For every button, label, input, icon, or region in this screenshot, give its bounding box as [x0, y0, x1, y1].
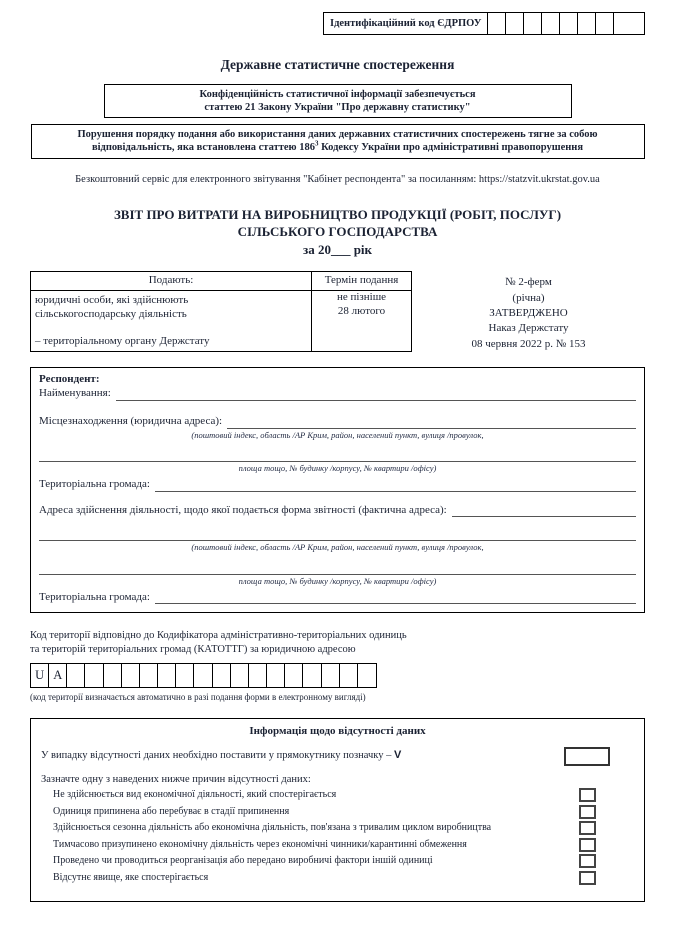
reason-checkbox-6[interactable] [579, 871, 596, 885]
reason-row [41, 871, 634, 885]
katottg-digit-cell[interactable] [194, 664, 212, 687]
katottg-prefix-cell: U [31, 664, 49, 687]
community-field-2[interactable] [155, 592, 636, 604]
reason-checkbox-4[interactable] [579, 838, 596, 852]
reason-label: Відсутнє явище, яке спостерігається [53, 871, 209, 883]
absence-title: Інформація щодо відсутності даних [249, 724, 426, 737]
reason-checkbox-2[interactable] [579, 805, 596, 819]
katottg-digit-cell[interactable] [267, 664, 285, 687]
reason-row [41, 855, 634, 869]
katottg-digit-cell[interactable] [140, 664, 158, 687]
community-row-2 [39, 591, 636, 605]
actual-address-field-line2[interactable] [39, 529, 636, 541]
approved-label: ЗАТВЕРДЖЕНО [489, 307, 568, 320]
legal-address-field[interactable] [227, 417, 636, 429]
actual-address-field-line3[interactable] [39, 563, 636, 575]
article-superscript: 3 [314, 139, 319, 148]
katottg-digit-cell[interactable] [340, 664, 358, 687]
katottg-digit-cell[interactable] [231, 664, 249, 687]
form-number: № 2-ферм [505, 276, 552, 289]
katottg-digit-cell[interactable] [322, 664, 340, 687]
edrpou-digit-cell[interactable] [578, 13, 596, 34]
service-note: Безкоштовний сервіс для електронного звітування "Кабінет респондента" за посиланням: https://statzvit.ukrstat.gov.ua [75, 173, 600, 185]
actual-address-hint-2: площа тощо, № будинку /корпусу, № квартири /офісу) [238, 575, 437, 586]
legal-address-row [39, 415, 636, 429]
legal-address-field-line2[interactable] [39, 450, 636, 462]
legal-address-label: Місцезнаходження (юридична адреса): [39, 414, 223, 427]
confidentiality-line2: статтею 21 Закону України "Про державну статистику" [204, 102, 471, 114]
absence-instruction: У випадку відсутності даних необхідно поставити у прямокутнику позначку – [41, 750, 394, 762]
katottg-digit-cell[interactable] [104, 664, 122, 687]
katottg-code-row [30, 663, 377, 688]
reason-label: Одиниця припинена або перебуває в стадії припинення [53, 805, 290, 817]
actual-address-label: Адреса здійснення діяльності, щодо якої подається форма звітності (фактична адреса): [39, 503, 447, 516]
actual-address-row [39, 504, 636, 518]
respondent-title: Респондент: [39, 373, 100, 386]
observation-heading: Державне статистичне спостереження [220, 57, 455, 73]
edrpou-digit-cell[interactable] [488, 13, 506, 34]
submitters-cell: юридичні особи, які здійснюють сільськогосподарську діяльність – територіальному органу Держстату [31, 291, 312, 352]
report-title-year: за 20___ рік [302, 241, 373, 257]
reason-checkbox-5[interactable] [579, 854, 596, 868]
edrpou-digit-cell[interactable] [542, 13, 560, 34]
name-row [39, 387, 636, 401]
katottg-digit-cell[interactable] [249, 664, 267, 687]
reason-checkbox-3[interactable] [579, 821, 596, 835]
edrpou-digit-cell[interactable] [524, 13, 542, 34]
katottg-digit-cell[interactable] [85, 664, 103, 687]
submitters-header: Подають: [31, 272, 312, 291]
reason-row [41, 838, 634, 852]
community-field[interactable] [155, 480, 636, 492]
reason-row [41, 822, 634, 836]
actual-address-hint-1: (поштовий індекс, область /АР Крим, район, населений пункт, вулиця /провулок, [191, 542, 484, 553]
approval-order-date: 08 червня 2022 р. № 153 [471, 337, 586, 350]
violation-line1: Порушення порядку подання або використання даних державних статистичних спостережень тягне за собою [77, 129, 598, 141]
reason-select-prompt: Зазначте одну з наведених нижче причин відсутності даних: [41, 773, 311, 785]
community-row [39, 478, 636, 492]
absence-mark-checkbox[interactable] [564, 747, 610, 766]
report-title-line2: СІЛЬСЬКОГО ГОСПОДАРСТВА [237, 224, 438, 240]
reason-label: Здійснюється сезонна діяльність або економічна діяльність, пов'язана з тривалим циклом виробництва [53, 822, 492, 834]
violation-line2: відповідальність, яка встановлена статтею $186^3$ Кодексу України про адміністративні правопорушення [91, 139, 584, 154]
absence-instruction-row [41, 747, 634, 766]
confidentiality-box [104, 84, 572, 118]
reason-label: Тимчасово призупинено економічну діяльність через економічні чинники/карантинні обмеження [53, 838, 467, 850]
confidentiality-line1: Конфіденційність статистичної інформації забезпечується [199, 89, 476, 100]
submission-table [30, 271, 412, 352]
absence-info-box [30, 718, 645, 902]
approval-order: Наказ Держстату [488, 322, 569, 335]
name-field[interactable] [116, 389, 636, 401]
katottg-note: (код території визначається автоматично в разі подання форми в електронному вигляді) [30, 691, 366, 702]
reason-row [41, 805, 634, 819]
edrpou-digit-cell[interactable] [506, 13, 524, 34]
katottg-digit-cell[interactable] [176, 664, 194, 687]
v-mark-symbol: V [393, 749, 402, 762]
katottg-digit-cell[interactable] [213, 664, 231, 687]
reason-label: Не здійснюється вид економічної діяльності, який спостерігається [53, 789, 337, 801]
edrpou-digit-cell[interactable] [596, 13, 614, 34]
reason-label: Проведено чи проводиться реорганізація або передано виробничі фактори іншій одиниці [53, 855, 433, 867]
katottg-digit-cell[interactable] [158, 664, 176, 687]
katottg-digit-cell[interactable] [122, 664, 140, 687]
reason-checkbox-1[interactable] [579, 788, 596, 802]
edrpou-digit-cell[interactable] [560, 13, 578, 34]
report-title [30, 206, 645, 259]
reason-row [41, 789, 634, 803]
address-hint-1: (поштовий індекс, область /АР Крим, район, населений пункт, вулиця /провулок, [191, 429, 484, 440]
deadline-header: Термін подання [312, 272, 412, 291]
address-hint-2: площа тощо, № будинку /корпусу, № квартири /офісу) [238, 463, 437, 474]
form-periodicity: (річна) [512, 291, 545, 304]
community-label: Територіальна громада: [39, 477, 150, 490]
community-label-2: Територіальна громада: [39, 590, 150, 603]
report-title-line1: ЗВІТ ПРО ВИТРАТИ НА ВИРОБНИЦТВО ПРОДУКЦІЇ (РОБІТ, ПОСЛУГ) [113, 206, 562, 222]
approval-block [412, 271, 645, 352]
violation-box [31, 124, 645, 158]
deadline-cell: не пізніше 28 лютого [312, 291, 412, 352]
actual-address-field[interactable] [452, 505, 636, 517]
katottg-digit-cell[interactable] [285, 664, 303, 687]
katottg-description: Код території відповідно до Кодифікатора адміністративно-територіальних одиниць та територій територіальних громад (КАТОТТГ) за юридичною адресою [30, 630, 407, 655]
katottg-digit-cell[interactable] [358, 664, 376, 687]
katottg-digit-cell[interactable] [67, 664, 85, 687]
edrpou-box [323, 12, 645, 35]
respondent-box [30, 367, 645, 613]
katottg-digit-cell[interactable] [303, 664, 321, 687]
edrpou-label: Ідентифікаційний код ЄДРПОУ [324, 13, 488, 34]
submission-section [30, 271, 645, 352]
edrpou-digit-cell[interactable] [614, 13, 632, 34]
katottg-prefix-cell: A [49, 664, 67, 687]
name-label: Найменування: [39, 387, 111, 400]
